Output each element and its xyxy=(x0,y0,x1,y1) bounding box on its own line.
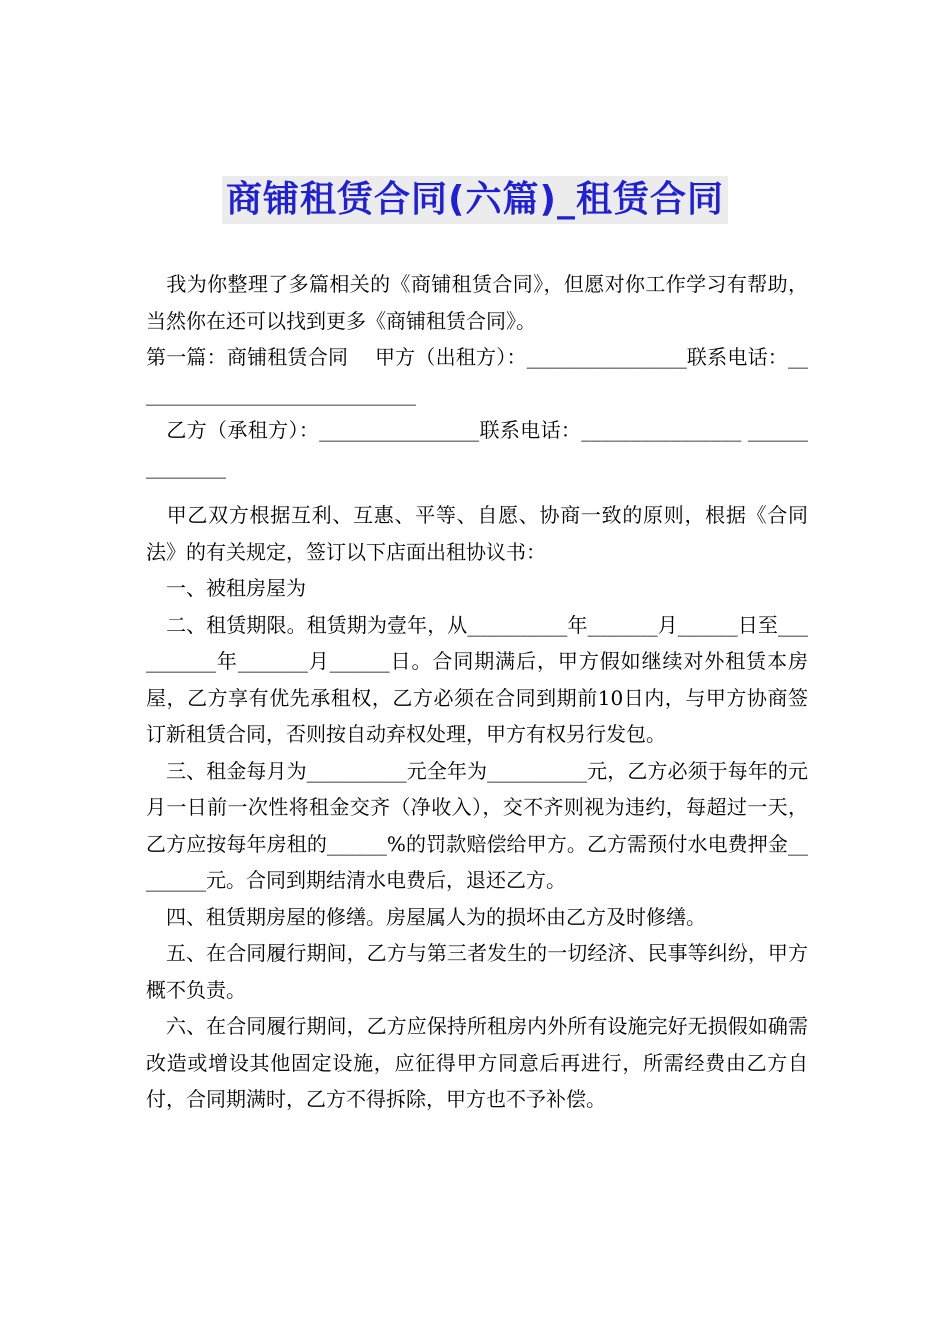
paragraph-party-a: 第一篇：商铺租赁合同 甲方（出租方）：________________联系电话：_____________________________ xyxy=(146,345,808,406)
paragraph-clause-6: 六、在合同履行期间，乙方应保持所租房内外所有设施完好无损假如确需改造或增设其他固定设施，应征得甲方同意后再进行，所需经费由乙方自付，合同期满时，乙方不得拆除，甲方也不予补偿。 xyxy=(146,1014,808,1111)
paragraph-clause-1: 一、被租房屋为 xyxy=(146,576,306,600)
document-title xyxy=(0,176,950,224)
paragraph-principle: 甲乙双方根据互利、互惠、平等、自愿、协商一致的原则，根据《合同法》的有关规定，签订以下店面出租协议书： xyxy=(146,503,808,564)
paragraph-spacer xyxy=(146,485,808,497)
paragraph-clause-2: 二、租赁期限。租赁期为壹年，从__________年_______月______日至__________年_______月______日。合同期满后，甲方假如继续对外租赁本房屋，乙方享有优先承租权，乙方必须在合同到期前10日内，与甲方协商签订新租赁合同，否则按自动弃权处理，甲方有权另行发包。 xyxy=(146,612,808,746)
paragraph-clause-4: 四、租赁期房屋的修缮。房屋属人为的损坏由乙方及时修缮。 xyxy=(146,904,706,929)
document-title-text: 商铺租赁合同(六篇)_租赁合同 xyxy=(222,176,728,224)
paragraph-clause-3: 三、租金每月为__________元全年为__________元，乙方必须于每年的元月一日前一次性将租金交齐（净收入），交不齐则视为违约，每超过一天，乙方应按每年房租的______%的罚款赔偿给甲方。乙方需预付水电费押金________元。合同到期结清水电费后，退还乙方。 xyxy=(146,758,808,892)
paragraph-clause-5: 五、在合同履行期间，乙方与第三者发生的一切经济、民事等纠纷，甲方概不负责。 xyxy=(146,941,808,1002)
paragraph-intro: 我为你整理了多篇相关的《商铺租赁合同》，但愿对你工作学习有帮助，当然你在还可以找到更多《商铺租赁合同》。 xyxy=(146,272,808,333)
document-body xyxy=(146,266,808,1118)
paragraph-party-b: 乙方（承租方）：________________联系电话：________________ ______________ xyxy=(146,418,808,479)
